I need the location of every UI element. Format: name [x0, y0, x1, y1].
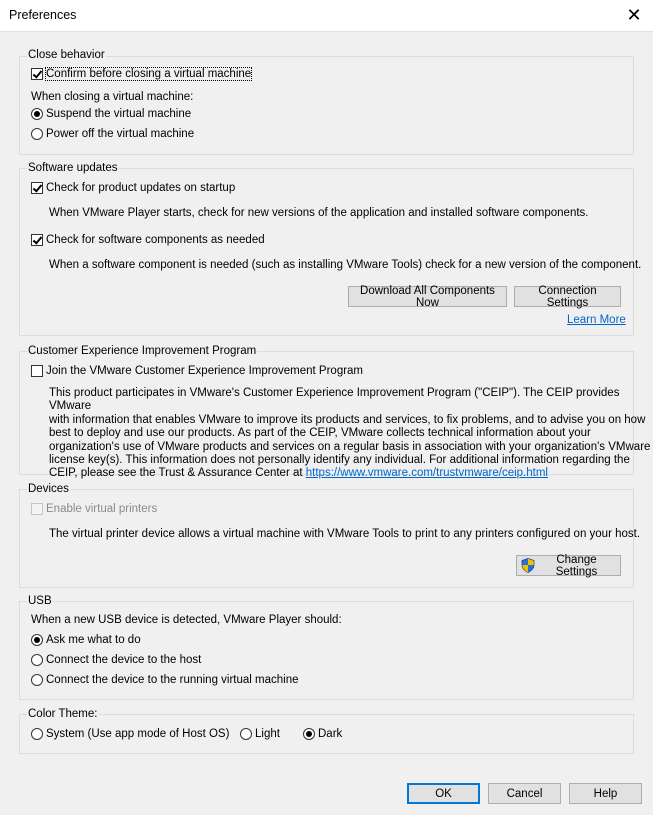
confirm-close-checkbox-box[interactable] — [31, 68, 43, 80]
ceip-last-line-text: CEIP, please see the Trust & Assurance Center at — [49, 467, 306, 480]
ok-button[interactable]: OK — [407, 783, 480, 804]
usb-ask-radio-button[interactable] — [31, 634, 43, 646]
close-icon[interactable]: ✕ — [626, 5, 642, 25]
theme-dark-radio-button[interactable] — [303, 728, 315, 740]
window-title: Preferences — [9, 8, 77, 22]
change-settings-button[interactable] — [516, 555, 621, 576]
enable-virtual-printers-checkbox[interactable] — [31, 503, 157, 515]
theme-light-radio[interactable] — [240, 728, 280, 740]
confirm-close-checkbox[interactable] — [31, 68, 251, 80]
when-closing-label: When closing a virtual machine: — [31, 91, 194, 103]
poweroff-radio-button[interactable] — [31, 128, 43, 140]
ceip-desc-line-4: organization's use of VMware products and services on a regular basis in association with your organization's VMware — [49, 440, 651, 453]
enable-virtual-printers-label: Enable virtual printers — [46, 503, 158, 515]
theme-light-label: Light — [255, 728, 280, 740]
suspend-radio[interactable] — [31, 108, 191, 120]
usb-vm-radio[interactable] — [31, 674, 299, 686]
ceip-legend: Customer Experience Improvement Program — [28, 345, 257, 357]
check-product-updates-box[interactable] — [31, 182, 43, 194]
usb-vm-radio-button[interactable] — [31, 674, 43, 686]
close-behavior-legend: Close behavior — [28, 49, 105, 61]
usb-host-radio-button[interactable] — [31, 654, 43, 666]
enable-virtual-printers-box[interactable] — [31, 503, 43, 515]
ceip-description — [49, 387, 653, 481]
check-components-label: Check for software components as needed — [46, 234, 265, 246]
ceip-desc-line-1: This product participates in VMware's Customer Experience Improvement Program ("CEIP"). The CEIP provides VMware — [49, 387, 620, 413]
theme-light-radio-button[interactable] — [240, 728, 252, 740]
ceip-desc-line-3: best to deploy and use our products. As part of the CEIP, VMware collects technical information about your — [49, 427, 591, 440]
theme-dark-radio[interactable] — [303, 728, 342, 740]
title-bar — [0, 0, 653, 32]
learn-more-link[interactable]: Learn More — [567, 314, 626, 326]
check-components-box[interactable] — [31, 234, 43, 246]
usb-ask-label: Ask me what to do — [46, 634, 141, 646]
check-product-updates-checkbox[interactable] — [31, 182, 235, 194]
theme-system-radio-button[interactable] — [31, 728, 43, 740]
check-components-desc: When a software component is needed (such as installing VMware Tools) check for a new version of the component. — [49, 259, 642, 271]
suspend-radio-label: Suspend the virtual machine — [46, 108, 192, 120]
change-settings-label: Change Settings — [555, 553, 598, 578]
color-theme-legend: Color Theme: — [28, 708, 98, 720]
usb-prompt: When a new USB device is detected, VMware Player should: — [31, 614, 342, 626]
software-updates-legend: Software updates — [28, 162, 118, 174]
ceip-desc-line-2: with information that enables VMware to improve its products and services, to fix problems, and to advise you on how — [49, 413, 646, 426]
poweroff-radio[interactable] — [31, 128, 194, 140]
theme-system-label: System (Use app mode of Host OS) — [46, 728, 230, 740]
join-ceip-checkbox[interactable] — [31, 365, 363, 377]
usb-vm-label: Connect the device to the running virtual machine — [46, 674, 299, 686]
usb-host-radio[interactable] — [31, 654, 201, 666]
usb-legend: USB — [28, 595, 52, 607]
ceip-desc-line-5: license key(s). This information does not personally identify any individual. For additional information regarding the — [49, 454, 630, 467]
uac-shield-icon — [521, 558, 535, 573]
help-button[interactable]: Help — [569, 783, 642, 804]
join-ceip-box[interactable] — [31, 365, 43, 377]
confirm-close-label: Confirm before closing a virtual machine — [46, 68, 252, 80]
virtual-printer-desc: The virtual printer device allows a virtual machine with VMware Tools to print to any printers configured on your host. — [49, 528, 641, 540]
connection-settings-button[interactable]: Connection Settings — [514, 286, 621, 307]
suspend-radio-button[interactable] — [31, 108, 43, 120]
devices-legend: Devices — [28, 483, 69, 495]
theme-dark-label: Dark — [318, 728, 343, 740]
cancel-button[interactable]: Cancel — [488, 783, 561, 804]
download-all-components-button[interactable]: Download All Components Now — [348, 286, 507, 307]
check-product-updates-desc: When VMware Player starts, check for new versions of the application and installed software components. — [49, 207, 589, 219]
check-product-updates-label: Check for product updates on startup — [46, 182, 236, 194]
usb-ask-radio[interactable] — [31, 634, 141, 646]
check-components-checkbox[interactable] — [31, 234, 265, 246]
ceip-url-link[interactable]: https://www.vmware.com/trustvmware/ceip.html — [305, 467, 548, 480]
join-ceip-label: Join the VMware Customer Experience Improvement Program — [46, 365, 364, 377]
ceip-desc-line-6 — [49, 467, 653, 480]
theme-system-radio[interactable] — [31, 728, 229, 740]
poweroff-radio-label: Power off the virtual machine — [46, 128, 195, 140]
usb-host-label: Connect the device to the host — [46, 654, 202, 666]
